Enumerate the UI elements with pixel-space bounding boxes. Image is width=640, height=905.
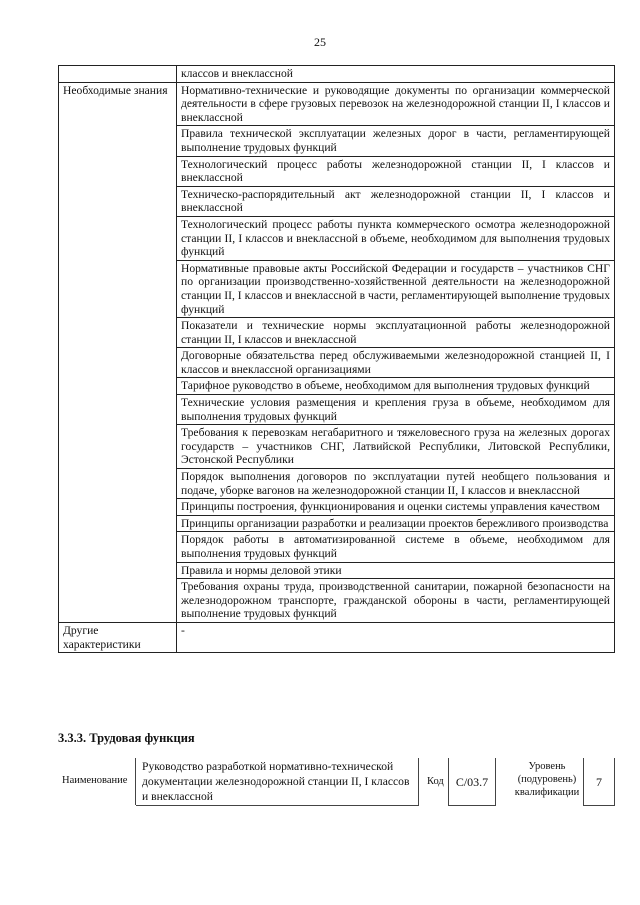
section-heading: 3.3.3. Трудовая функция [58,731,195,745]
function-name: Руководство разработкой нормативно-технической документации железнодорожной станции II, I классов и внеклассной [136,758,419,806]
knowledge-label: Необходимые знания [59,82,177,622]
continuation-text: классов и внеклассной [177,66,615,83]
other-label: Другие характеристики [59,622,177,652]
knowledge-item: Порядок выполнения договоров по эксплуатации путей необщего пользования и подаче, уборке вагонов на железнодорожной станции II, I классов и внеклассной [177,469,615,499]
knowledge-item: Технические условия размещения и крепления груза в объеме, необходимом для выполнения трудовых функций [177,395,615,425]
knowledge-item: Технологический процесс работы железнодорожной станции II, I классов и внеклассной [177,156,615,186]
knowledge-item: Тарифное руководство в объеме, необходимом для выполнения трудовых функций [177,378,615,395]
function-header [58,758,618,810]
knowledge-item: Принципы организации разработки и реализации проектов бережливого производства [177,515,615,532]
knowledge-item: Порядок работы в автоматизированной системе в объеме, необходимом для выполнения трудовых функций [177,532,615,562]
name-label: Наименование [62,775,128,786]
knowledge-table [58,65,615,653]
knowledge-item: Правила и нормы деловой этики [177,562,615,579]
knowledge-item: Нормативно-технические и руководящие документы по организации коммерческой деятельности в сфере грузовых перевозок на железнодорожной станции II, I классов и внеклассной [177,82,615,126]
knowledge-item: Правила технической эксплуатации железных дорог в части, регламентирующей выполнение трудовых функций [177,126,615,156]
knowledge-row [59,82,615,126]
code-label: Код [427,776,444,787]
knowledge-item: Требования охраны труда, производственной санитарии, пожарной безопасности на железнодорожном транспорте, гражданской обороны в части, регламентирующей выполнение трудовых функций [177,579,615,623]
knowledge-item: Договорные обязательства перед обслуживаемыми железнодорожной станцией II, I классов и внеклассной организациями [177,348,615,378]
knowledge-item: Показатели и технические нормы эксплуатационной работы железнодорожной станции II, I классов и внеклассной [177,318,615,348]
other-row [59,622,615,652]
table-row [59,66,615,83]
qualification-level: 7 [583,758,615,806]
knowledge-item: Техническо-распорядительный акт железнодорожной станции II, I классов и внеклассной [177,186,615,216]
knowledge-item: Требования к перевозкам негабаритного и тяжеловесного груза на железных дорогах государств – участников СНГ, Латвийской Республики, Литовской Республики, Эстонской Республики [177,425,615,469]
knowledge-item: Принципы построения, функционирования и оценки системы управления качеством [177,499,615,516]
knowledge-item: Нормативные правовые акты Российской Федерации и государств – участников СНГ по организации производственно-хозяйственной деятельности на железнодорожной станции II, I классов и внеклассной в части, регламентирующей выполнение трудовых функций [177,260,615,317]
other-value: - [177,622,615,652]
page-number: 25 [314,35,326,49]
knowledge-item: Технологический процесс работы пункта коммерческого осмотра железнодорожной станции II, I классов и внеклассной в объеме, необходимом для выполнения трудовых функций [177,216,615,260]
function-code: C/03.7 [448,758,496,806]
level-label: Уровень (подуровень) квалификации [514,761,580,798]
empty-label-cell [59,66,177,83]
